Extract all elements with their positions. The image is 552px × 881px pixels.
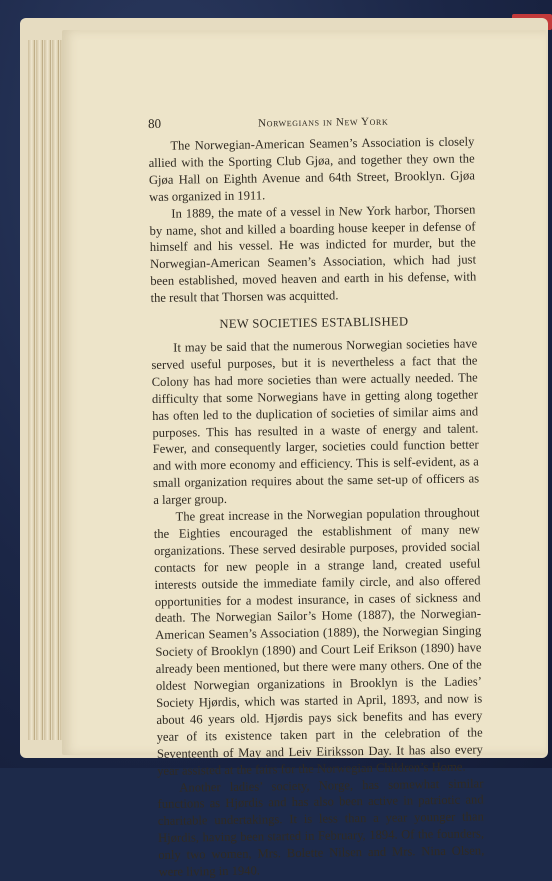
paragraph: The Norwegian-American Seamen’s Association is closely allied with the Sporting Club Gjøa, and together they own the Gjøa Hall on Eighth Avenue and 64th Street, Brooklyn. Gjøa was organized in 1911. xyxy=(148,134,475,204)
page-edge xyxy=(28,40,35,740)
page-edge xyxy=(36,40,43,740)
paragraph: It may be said that the numerous Norwegian societies have served useful purposes, but it is nevertheless a fact that the Colony has had more societies than were actually needed. The difficulty that some Norwegians have in getting along together has often led to the duplication of societies of similar aims and purposes. This has resulted in a waste of energy and talent. Fewer, and consequently larger, societies could function better and with more economy and efficiency. This is self-evident, as a small organization requires about the same set-up of officers as a larger group. xyxy=(151,336,480,508)
page-edge xyxy=(52,40,59,740)
running-title: Norwegians in New York xyxy=(258,115,389,130)
paragraph: In 1889, the mate of a vessel in New York harbor, Thorsen by name, shot and killed a boarding house keeper in defense of himself and his vessel. He was indicted for murder, but the Norwegian-American Seamen’s Association, which had just been established, moved heaven and earth in his defense, with the result that Thorsen was acquitted. xyxy=(149,202,477,306)
page-number: 80 xyxy=(148,115,162,131)
running-head xyxy=(148,111,474,138)
page-edge xyxy=(44,40,51,740)
paragraph: The great increase in the Norwegian population throughout the Eighties encouraged the establishment of many new organizations. These served desirable purposes, provided social contacts for new people in a strange land, created useful interests outside the immediate family circle, and also offered opportunities for a modest insurance, in cases of sickness and death. The Norwegian Sailor’s Home (1887), the Norwegian-American Seamen’s Association (1889), the Norwegian Singing Society of Brooklyn (1890) and Court Leif Erikson (1890) have already been mentioned, but there were many others. One of the oldest Norwegian organizations in Brooklyn is the Ladies’ Society Hjørdis, which was started in April, 1893, and now is about 46 years old. Hjørdis pays sick benefits and has every year of its existence taken part in the celebration of the Seventeenth of May and Leiv Eiriksson Day. It has also every year assisted at the fairs for the Norwegian Children’s Home. xyxy=(153,505,483,778)
paragraph: Another ladies’ society, Norge, has somewhat similar functions as Hjørdis and has also been active in patriotic and charitable undertakings. It is less than a year younger than Hjørdis, having been started in February, 1894. Of the founders, only two women, Mrs. Bolette Nilsen and Mrs. Nina Olsen, were living in 1940. xyxy=(157,775,485,879)
section-heading: NEW SOCIETIES ESTABLISHED xyxy=(219,314,409,332)
page-content xyxy=(148,111,485,880)
